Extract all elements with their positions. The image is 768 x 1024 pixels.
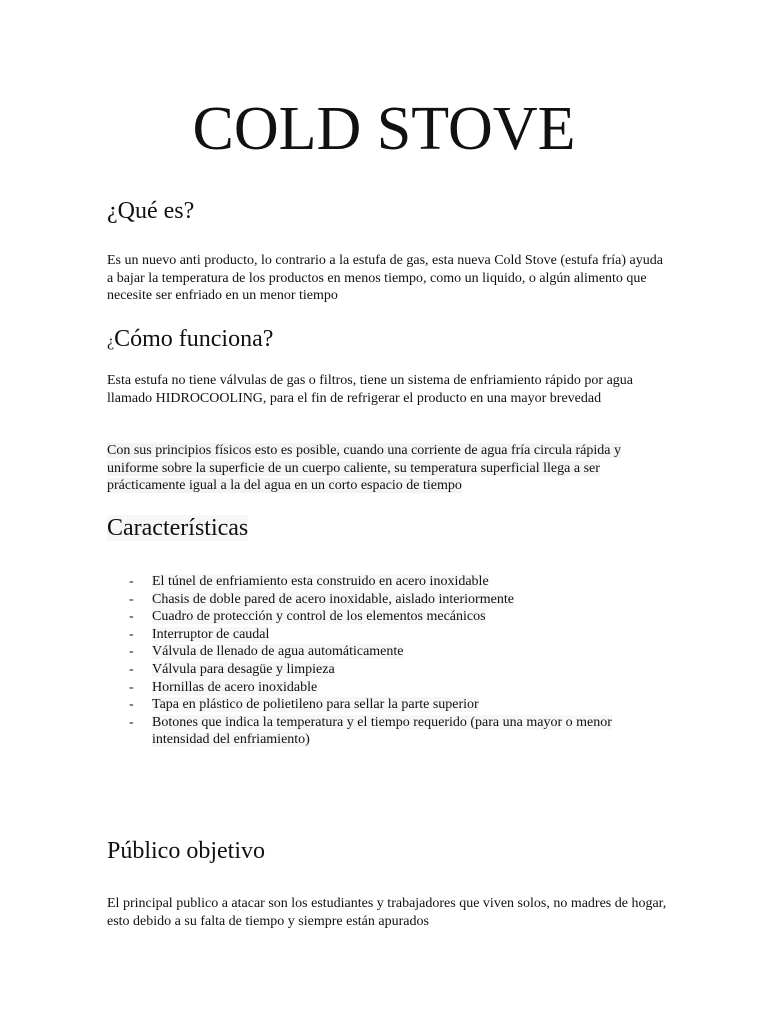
document-title: COLD STOVE [192, 95, 576, 163]
list-item [126, 608, 666, 626]
heading-publico-objetivo: Público objetivo [107, 838, 265, 864]
list-item-text: Tapa en plástico de polietileno para sellar la parte superior [152, 697, 479, 713]
list-item [126, 696, 666, 714]
bullet-marker: - [129, 591, 134, 607]
paragraph-que-es: Es un nuevo anti producto, lo contrario a la estufa de gas, esta nueva Cold Stove (estufa fría) ayuda a bajar la temperatura de los productos en menos tiempo, como un liquido, o algún alimento que necesite ser enfriado en un menor tiempo [107, 253, 663, 304]
list-item-text: Hornillas de acero inoxidable [152, 679, 318, 695]
heading-caracteristicas [107, 513, 248, 543]
bullet-marker: - [129, 644, 134, 660]
paragraph-como-funciona-2-text: Con sus principios físicos esto es posible, cuando una corriente de agua fría circula rápida y uniforme sobre la superficie de un cuerpo caliente, su temperatura superficial llega a ser prácticamente igual a la del agua en un corto espacio de tiempo [107, 443, 621, 494]
list-item-text: Chasis de doble pared de acero inoxidable, aislado interiormente [152, 591, 514, 607]
heading-como-funciona-text: Cómo funciona? [114, 326, 274, 352]
heading-como-funciona [107, 324, 273, 357]
list-item [126, 643, 666, 661]
list-item-text: El túnel de enfriamiento esta construido en acero inoxidable [152, 574, 489, 589]
paragraph-publico-objetivo: El principal publico a atacar son los estudiantes y trabajadores que viven solos, no madres de hogar, esto debido a su falta de tiempo y siempre están apurados [107, 896, 667, 929]
list-item-text: Válvula para desagüe y limpieza [152, 661, 335, 677]
list-item-text: Botones que indica la temperatura y el tiempo requerido (para una mayor o menor intensidad del enfriamiento) [152, 714, 612, 748]
list-item [126, 573, 666, 591]
bullet-marker: - [129, 609, 134, 625]
list-item [126, 626, 666, 644]
bullet-marker: - [129, 661, 134, 677]
heading-como-funciona-prefix: ¿ [107, 333, 115, 350]
bullet-marker: - [129, 574, 134, 589]
heading-caracteristicas-text: Características [107, 515, 249, 541]
list-item-text: Cuadro de protección y control de los elementos mecánicos [152, 609, 486, 625]
list-item [126, 591, 666, 609]
bullet-marker: - [129, 714, 134, 730]
bullet-marker: - [129, 697, 134, 713]
bullet-marker: - [129, 679, 134, 695]
paragraph-como-funciona-2 [107, 442, 667, 495]
paragraph-como-funciona-1: Esta estufa no tiene válvulas de gas o filtros, tiene un sistema de enfriamiento rápido por agua llamado HIDROCOOLING, para el fin de refrigerar el producto en una mayor brevedad [107, 373, 634, 406]
list-item [126, 679, 666, 697]
bullet-marker: - [129, 626, 134, 642]
heading-que-es: ¿Qué es? [107, 198, 195, 224]
list-item-text: Interruptor de caudal [152, 626, 270, 642]
list-item [126, 661, 666, 679]
list-item [126, 714, 666, 749]
list-item-text: Válvula de llenado de agua automáticamente [152, 644, 404, 660]
features-list [126, 573, 666, 749]
